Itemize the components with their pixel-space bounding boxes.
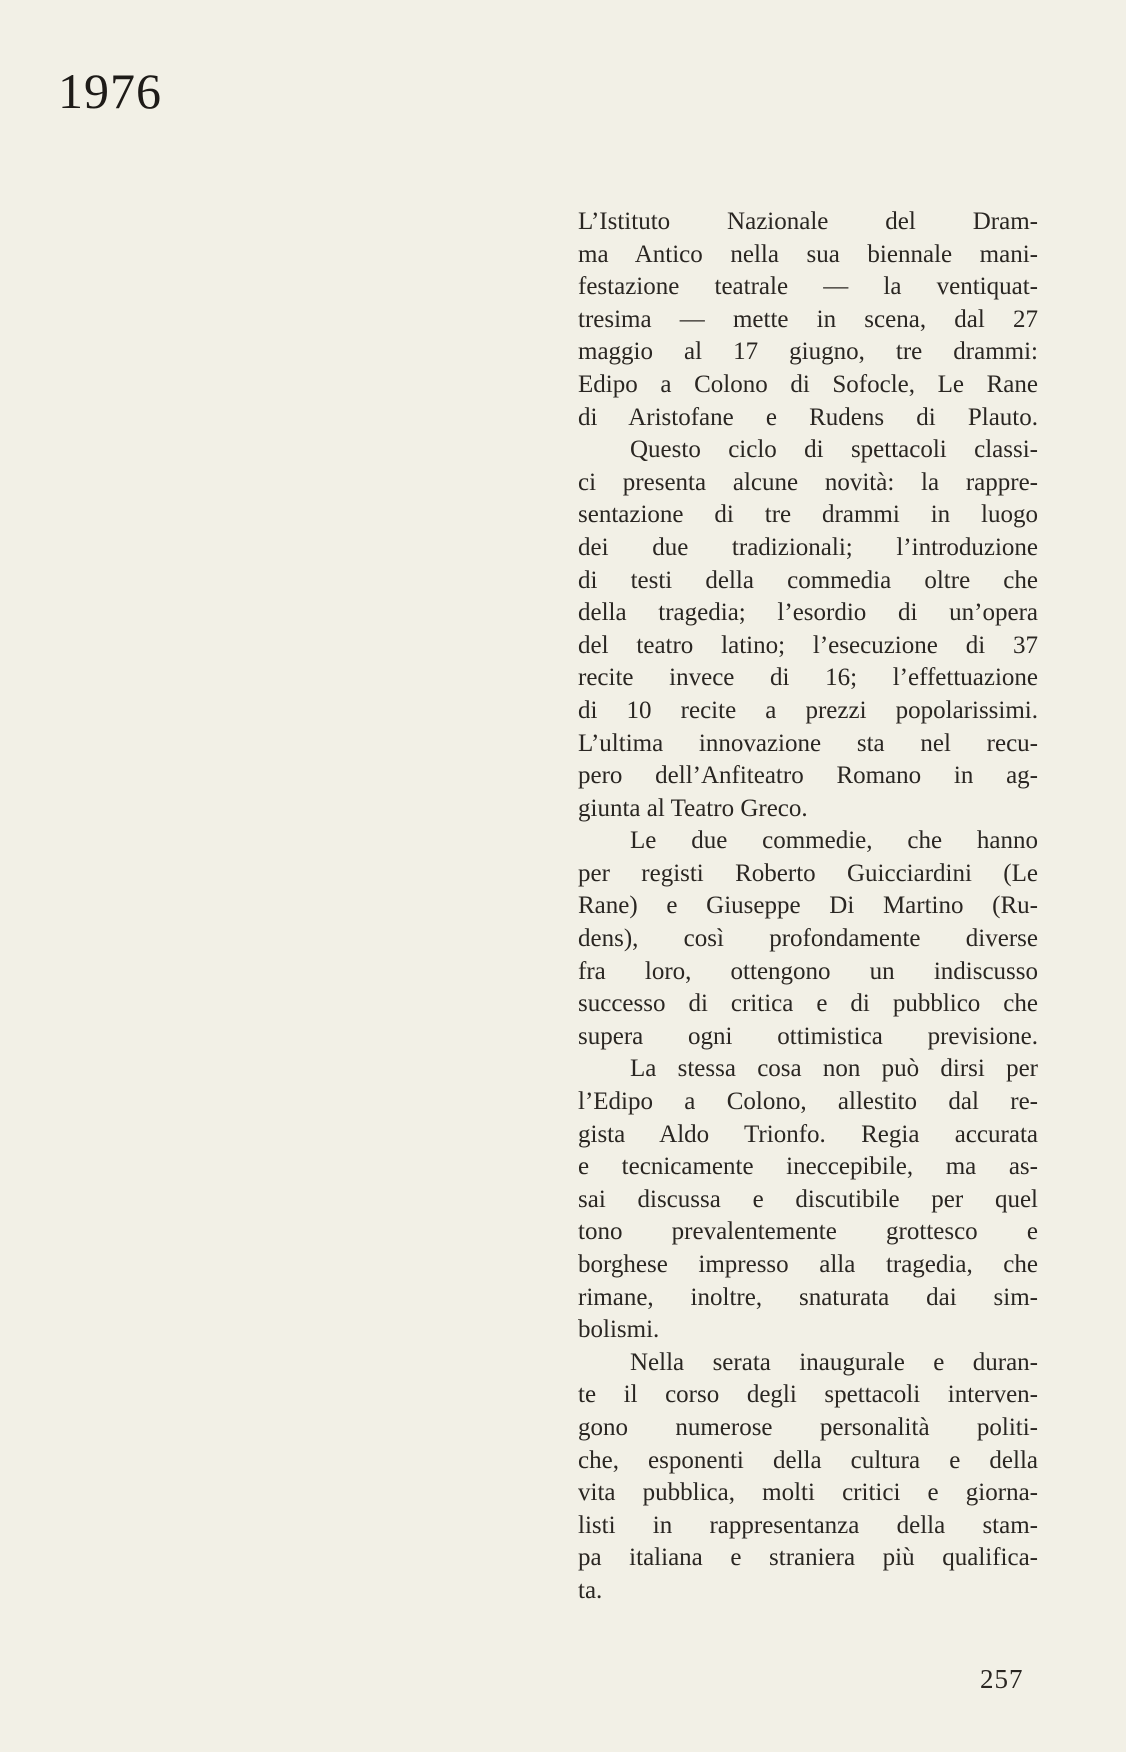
text-line: borghese impresso alla tragedia, che bbox=[578, 1251, 1038, 1278]
text-line: maggio al 17 giugno, tre drammi: bbox=[578, 338, 1038, 366]
text-line: di 10 recite a prezzi popolarissimi. bbox=[578, 696, 1038, 724]
text-line: di testi della commedia oltre che bbox=[578, 566, 1038, 594]
text-line: pa italiana e straniera più qualifica- bbox=[578, 1544, 1038, 1572]
text-line: successo di critica e di pubblico che bbox=[578, 990, 1038, 1018]
text-line: La stessa cosa non può dirsi per bbox=[630, 1055, 1038, 1083]
text-line: dei due tradizionali; l’introduzione bbox=[578, 533, 1038, 561]
text-line: Nella serata inaugurale e duran- bbox=[630, 1348, 1038, 1376]
text-line: ma Antico nella sua biennale mani- bbox=[578, 240, 1038, 268]
text-line: rimane, inoltre, snaturata dai sim- bbox=[578, 1283, 1038, 1311]
text-line: giunta al Teatro Greco. bbox=[578, 794, 808, 822]
text-line: l’Edipo a Colono, allestito dal re- bbox=[578, 1088, 1038, 1116]
text-line: e tecnicamente ineccepibile, ma as- bbox=[578, 1153, 1038, 1181]
text-line: ta. bbox=[578, 1576, 603, 1604]
text-line: gono numerose personalità politi- bbox=[578, 1413, 1038, 1441]
text-line: Questo ciclo di spettacoli classi- bbox=[630, 436, 1038, 464]
text-line: sentazione di tre drammi in luogo bbox=[578, 501, 1038, 529]
text-line: gista Aldo Trionfo. Regia accurata bbox=[578, 1120, 1038, 1148]
text-line: bolismi. bbox=[578, 1316, 660, 1344]
text-line: festazione teatrale — la ventiquat- bbox=[578, 273, 1038, 301]
text-line: L’Istituto Nazionale del Dram- bbox=[578, 208, 1038, 235]
year-heading: 1976 bbox=[58, 63, 162, 119]
text-line: di Aristofane e Rudens di Plauto. bbox=[578, 403, 1038, 431]
page-number: 257 bbox=[980, 1664, 1024, 1694]
text-line: pero dell’Anfiteatro Romano in ag- bbox=[578, 762, 1038, 790]
text-line: tono prevalentemente grottesco e bbox=[578, 1218, 1038, 1246]
text-line: recite invece di 16; l’effettuazione bbox=[578, 664, 1038, 692]
text-line: del teatro latino; l’esecuzione di 37 bbox=[578, 631, 1038, 659]
text-line: Rane) e Giuseppe Di Martino (Ru- bbox=[578, 892, 1038, 920]
text-line: dens), così profondamente diverse bbox=[578, 925, 1038, 953]
text-line: listi in rappresentanza della stam- bbox=[578, 1511, 1038, 1539]
text-line: Edipo a Colono di Sofocle, Le Rane bbox=[578, 370, 1038, 398]
text-line: vita pubblica, molti critici e giorna- bbox=[578, 1479, 1038, 1507]
text-line: supera ogni ottimistica previsione. bbox=[578, 1022, 1038, 1050]
body-text bbox=[578, 206, 1038, 1608]
text-line: della tragedia; l’esordio di un’opera bbox=[578, 599, 1038, 627]
text-line: per registi Roberto Guicciardini (Le bbox=[578, 859, 1038, 887]
text-line: che, esponenti della cultura e della bbox=[578, 1446, 1038, 1474]
text-line: tresima — mette in scena, dal 27 bbox=[578, 305, 1038, 333]
text-line: fra loro, ottengono un indiscusso bbox=[578, 957, 1038, 985]
text-line: ci presenta alcune novità: la rappre- bbox=[578, 468, 1038, 496]
text-line: sai discussa e discutibile per quel bbox=[578, 1185, 1038, 1213]
text-line: te il corso degli spettacoli interven- bbox=[578, 1381, 1038, 1409]
text-line: Le due commedie, che hanno bbox=[630, 827, 1038, 855]
text-line: L’ultima innovazione sta nel recu- bbox=[578, 729, 1038, 757]
